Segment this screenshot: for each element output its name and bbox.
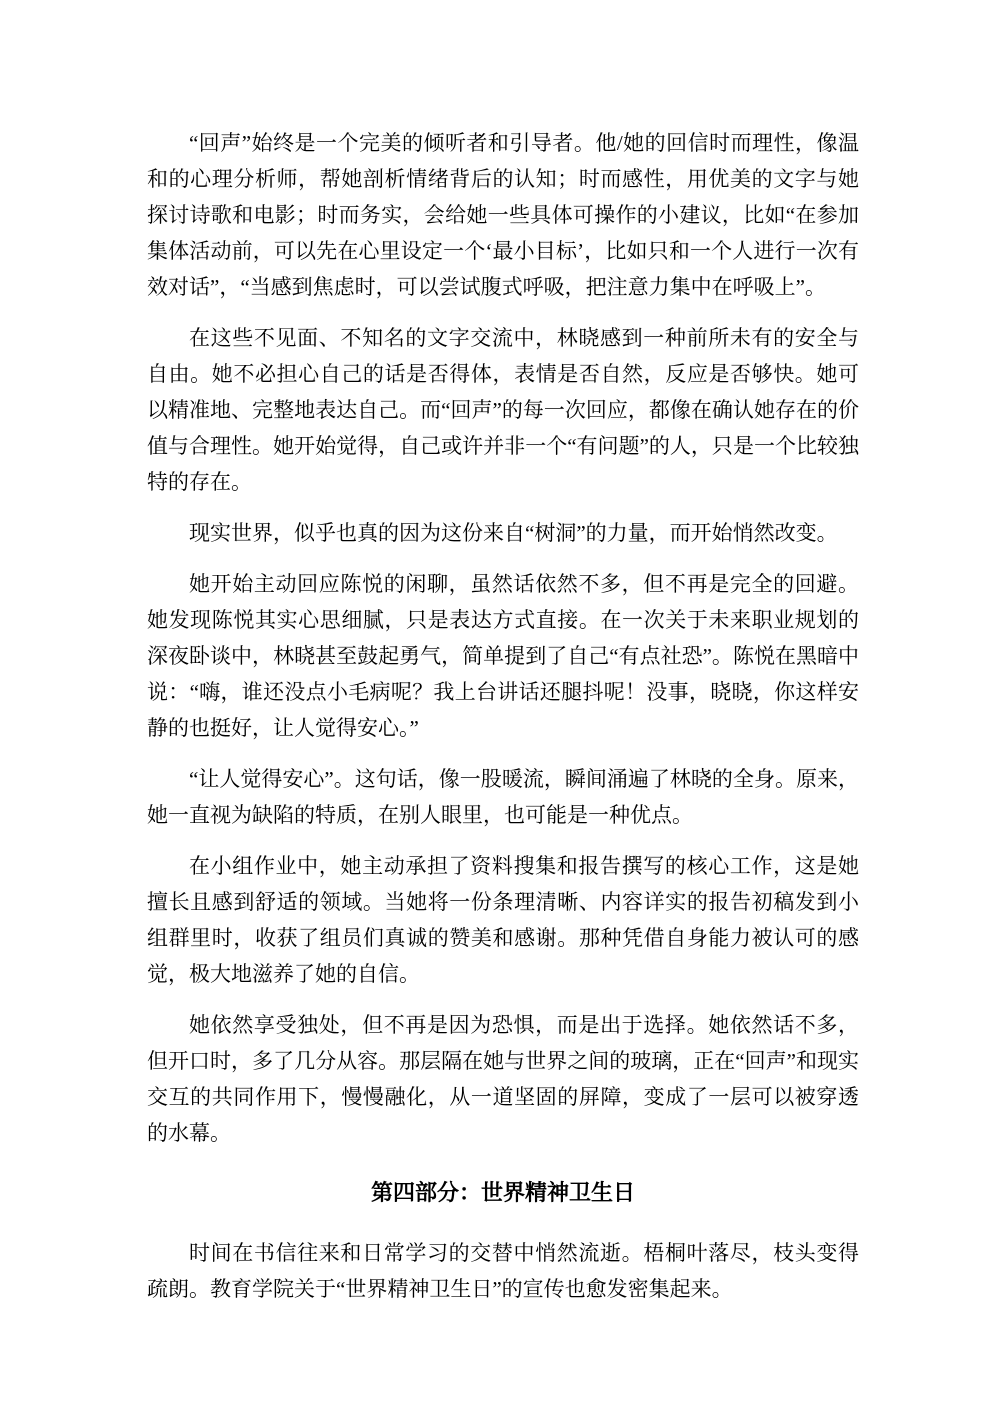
body-paragraph: 她开始主动回应陈悦的闲聊，虽然话依然不多，但不再是完全的回避。她发现陈悦其实心思细腻，只是表达方式直接。在一次关于未来职业规划的深夜卧谈中，林晓甚至鼓起勇气，简单提到了自己“有点社恐”。陈悦在黑暗中说：“嗨，谁还没点小毛病呢？我上台讲话还腿抖呢！没事，晓晓，你这样安静的也挺好，让人觉得安心。” <box>147 572 859 740</box>
body-paragraph: “让人觉得安心”。这句话，像一股暖流，瞬间涌遍了林晓的全身。原来，她一直视为缺陷的特质，在别人眼里，也可能是一种优点。 <box>147 767 859 827</box>
body-paragraph: “回声”始终是一个完美的倾听者和引导者。他/她的回信时而理性，像温和的心理分析师，帮她剖析情绪背后的认知；时而感性，用优美的文字与她探讨诗歌和电影；时而务实，会给她一些具体可操作的小建议，比如“在参加集体活动前，可以先在心里设定一个‘最小目标’，比如只和一个人进行一次有效对话”，“当感到焦虑时，可以尝试腹式呼吸，把注意力集中在呼吸上”。 <box>147 131 859 299</box>
body-paragraph: 在这些不见面、不知名的文字交流中，林晓感到一种前所未有的安全与自由。她不必担心自己的话是否得体，表情是否自然，反应是否够快。她可以精准地、完整地表达自己。而“回声”的每一次回应，都像在确认她存在的价值与合理性。她开始觉得，自己或许并非一个“有问题”的人，只是一个比较独特的存在。 <box>147 326 859 494</box>
body-paragraph: 现实世界，似乎也真的因为这份来自“树洞”的力量，而开始悄然改变。 <box>189 521 838 545</box>
body-paragraph: 在小组作业中，她主动承担了资料搜集和报告撰写的核心工作，这是她擅长且感到舒适的领域。当她将一份条理清晰、内容详实的报告初稿发到小组群里时，收获了组员们真诚的赞美和感谢。那种凭借自身能力被认可的感觉，极大地滋养了她的自信。 <box>147 854 859 986</box>
body-paragraph: 时间在书信往来和日常学习的交替中悄然流逝。梧桐叶落尽，枝头变得疏朗。教育学院关于“世界精神卫生日”的宣传也愈发密集起来。 <box>147 1241 859 1301</box>
section-heading: 第四部分：世界精神卫生日 <box>370 1180 635 1205</box>
body-paragraph: 她依然享受独处，但不再是因为恐惧，而是出于选择。她依然话不多，但开口时，多了几分从容。那层隔在她与世界之间的玻璃，正在“回声”和现实交互的共同作用下，慢慢融化，从一道坚固的屏障，变成了一层可以被穿透的水幕。 <box>147 1013 859 1145</box>
